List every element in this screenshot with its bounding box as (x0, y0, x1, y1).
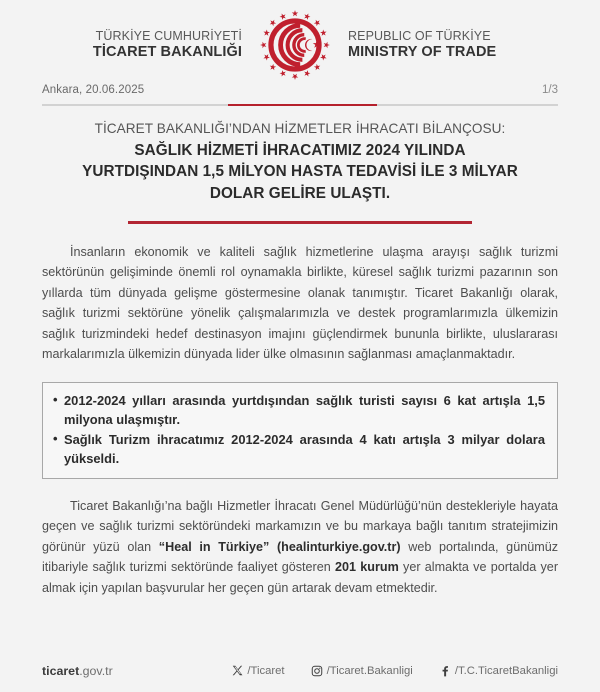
header-divider-accent (228, 104, 378, 107)
website-address[interactable] (42, 664, 113, 678)
title-main-line2: YURTDIŞINDAN 1,5 MİLYON HASTA TEDAVİSİ İLE 3 MİLYAR (82, 163, 518, 181)
institution-count: 201 kurum (335, 560, 399, 575)
date-and-page-bar (42, 84, 558, 106)
social-link-x[interactable] (231, 665, 284, 678)
x-twitter-icon (231, 665, 244, 678)
title-main (36, 140, 564, 203)
highlight-callout-box (42, 382, 558, 479)
social-link-instagram[interactable] (311, 665, 413, 678)
dateline: Ankara, 20.06.2025 (42, 84, 145, 96)
brand-english (332, 29, 532, 62)
page-number: 1/3 (542, 84, 558, 96)
social-link-facebook[interactable] (439, 665, 558, 678)
paragraph-2-text-part2: web portalında, günümüz itibariyle sağlık turizmi sektöründe faaliyet gösteren (42, 539, 558, 575)
social-links (231, 665, 558, 678)
brand-turkish (68, 29, 258, 62)
facebook-icon (439, 665, 452, 678)
turkish-ministry-of-trade-emblem-icon (258, 8, 332, 82)
title-main-line3: DOLAR GELİRE ULAŞTI. (209, 184, 391, 202)
website-address-bold: ticaret (42, 664, 80, 678)
social-handle-facebook: /T.C.TicaretBakanligi (454, 665, 558, 677)
instagram-icon (311, 665, 324, 678)
title-main-line1: SAĞLIK HİZMETİ İHRACATIMIZ 2024 YILINDA (134, 142, 466, 160)
brand-turkish-line1: TÜRKİYE CUMHURİYETİ (95, 28, 242, 43)
heal-in-turkiye-portal-name: “Heal in Türkiye” (healinturkiye.gov.tr) (158, 539, 401, 554)
page-title (36, 120, 564, 224)
paragraph-2-text-part3: yer almakta ve portalda yer almak için yapılan başvurular her geçen gün artarak devam etmektedir. (42, 560, 559, 595)
paragraph-2-text-part1: Ticaret Bakanlığı’na bağlı Hizmetler İhracatı Genel Müdürlüğü’nün destekleriyle hayata geçen ve sağlık turizmi sektöründeki markamızın ve bu markaya bağlı tanıtım stratejimizin görünür yüzü olan (42, 498, 558, 554)
callout-bullet-item: • 2012-2024 yılları arasında yurtdışından sağlık turisti sayısı 6 kat artışla 1,5 milyona ulaşmıştır. (53, 391, 545, 429)
title-underline (128, 221, 472, 224)
title-subtitle: TİCARET BAKANLIĞI’NDAN HİZMETLER İHRACATI BİLANÇOSU: (94, 121, 506, 136)
social-handle-instagram: /Ticaret.Bakanligi (326, 665, 413, 677)
social-handle-x: /Ticaret (247, 665, 285, 677)
body-paragraph-2 (42, 496, 558, 599)
callout-bullet-list (53, 391, 545, 469)
body-paragraph-1: İnsanların ekonomik ve kaliteli sağlık hizmetlerine ulaşma arayışı sağlık turizmi sektörünün gelişiminde önemli rol oynamakla birlikte, küresel sağlık turizmi pazarının son yıllarda tüm dünyada gelişme göstermesine olanak tanımıştır. Ticaret Bakanlığı olarak, sağlık turizmi sektörüne yönelik çalışmalarımızla ve destek programlarımızla ülkemizin sağlık turizmindeki hedef destinasyon imajını güçlendirmek bununla birlikte, uluslararası markalarımızla ülkemizin dünyada lider ülke olmasının sağlanması amaçlanmaktadır. (42, 244, 558, 362)
brand-english-line1: REPUBLIC OF TÜRKİYE (348, 28, 491, 43)
callout-bullet-item: • Sağlık Turizm ihracatımız 2012-2024 arasında 4 katı artışla 3 milyar dolara yükseldi. (53, 430, 545, 468)
brand-turkish-line2: TİCARET BAKANLIĞI (92, 43, 242, 60)
document-header (0, 0, 600, 78)
website-address-suffix: .gov.tr (79, 664, 113, 678)
document-body (42, 242, 558, 599)
document-footer (42, 664, 558, 678)
brand-english-line2: MINISTRY OF TRADE (348, 43, 497, 60)
